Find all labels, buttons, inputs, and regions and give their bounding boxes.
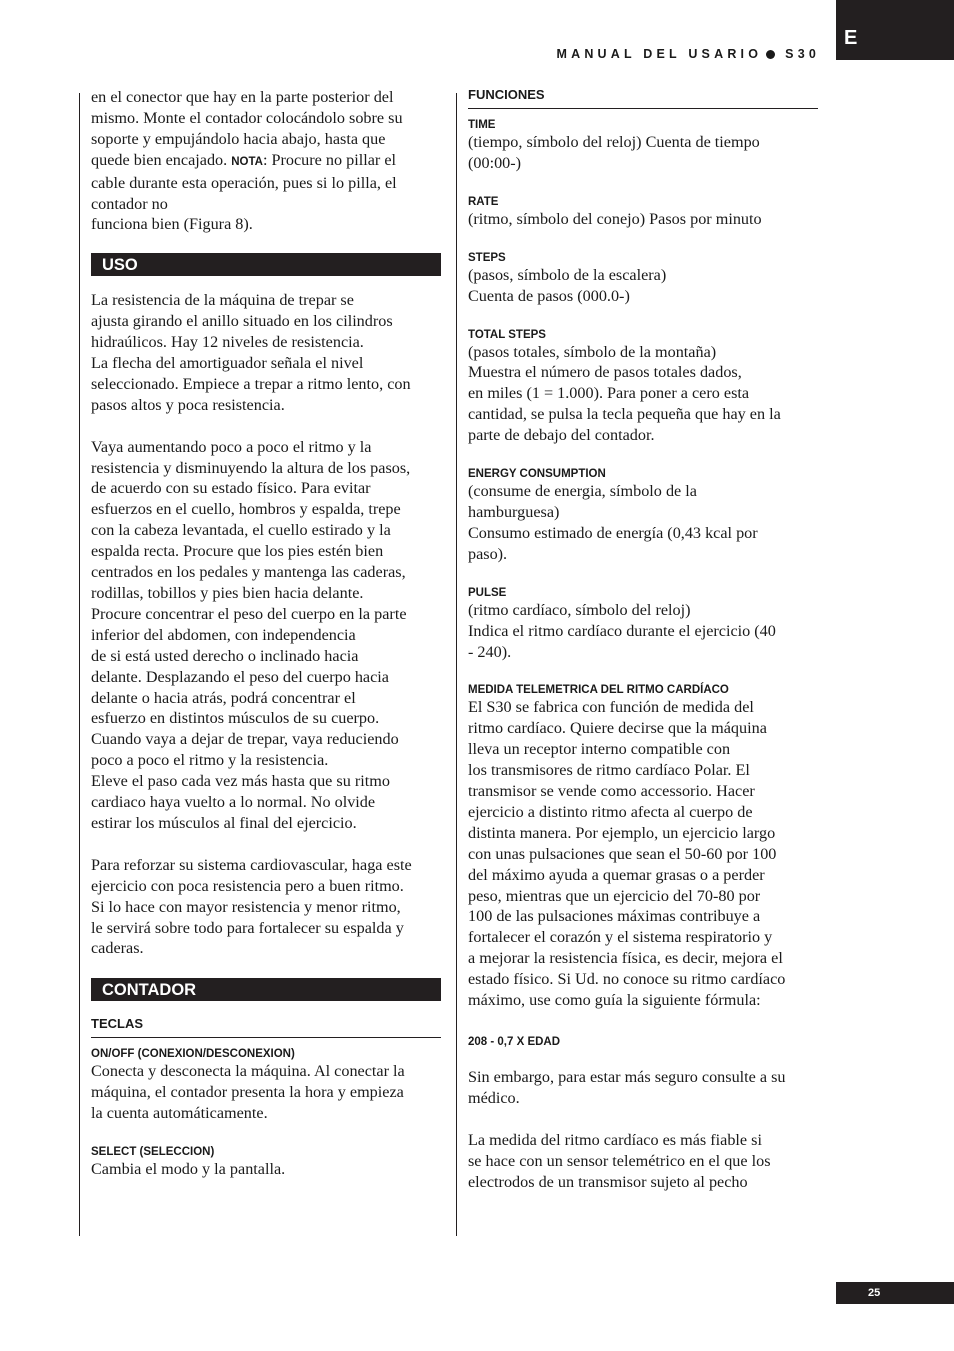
- energy-label: ENERGY CONSUMPTION: [468, 468, 606, 481]
- onoff-label: ON/OFF (CONEXION/DESCONEXION): [91, 1048, 295, 1061]
- uso-paragraph-1: La resistencia de la máquina de trepar se ajusta girando el anillo situado en los cilindros hidraúlicos. Hay 12 niveles de resistencia. La flecha del amortiguador señala el nivel seleccionado. Empiece a trepar a ritmo lento, con pasos altos y poca resistencia.: [91, 291, 411, 414]
- energy-description: (consume de energia, símbolo de la hamburguesa) Consumo estimado de energía (0,43 kcal por paso).: [468, 482, 758, 563]
- rate-description: (ritmo, símbolo del conejo) Pasos por minuto: [468, 209, 762, 228]
- heart-rate-formula: 208 - 0,7 X EDAD: [468, 1036, 561, 1048]
- running-header: [556, 46, 820, 62]
- uso-paragraph-3: Para reforzar su sistema cardiovascular, haga este ejercicio con poca resistencia pero a buen ritmo. Si lo hace con mayor resistencia y menor ritmo, le servirá sobre todo para fortalecer su espalda y caderas.: [91, 855, 412, 958]
- total-steps-description: (pasos totales, símbolo de la montaña) Muestra el número de pasos totales dados, en miles (1 = 1.000). Para poner a cero esta cantidad, se pulsa la tecla pequeña que hay en la parte de debajo del contador.: [468, 342, 781, 445]
- onoff-description: Conecta y desconecta la máquina. Al conectar la máquina, el contador presenta la hora y empieza la cuenta automáticamente.: [91, 1062, 405, 1123]
- model-name: S30: [785, 47, 820, 61]
- note-label: NOTA: [231, 155, 263, 168]
- intro-text: en el conector que hay en la parte posterior del mismo. Monte el contador colocándolo sobre su soporte y empujándolo hacia abajo, hasta que quede bien encajado.: [91, 88, 403, 169]
- select-label: SELECT (SELECCION): [91, 1146, 215, 1159]
- doctor-advice: Sin embargo, para estar más seguro consulte a su médico.: [468, 1068, 786, 1107]
- section-title-contador: CONTADOR: [91, 978, 441, 1001]
- telemetry-label: MEDIDA TELEMETRICA DEL RITMO CARDÍACO: [468, 684, 729, 697]
- section-title-uso: USO: [91, 253, 441, 276]
- intro-text-continued: : Procure no pillar el cable durante esta operación, pues si lo pilla, el contador no funciona bien (Figura 8).: [91, 150, 397, 234]
- intro-paragraph: [91, 87, 441, 235]
- right-column: [468, 87, 818, 1192]
- select-description: Cambia el modo y la pantalla.: [91, 1160, 286, 1179]
- rate-label: RATE: [468, 195, 499, 208]
- time-description: (tiempo, símbolo del reloj) Cuenta de tiempo (00:00-): [468, 133, 760, 172]
- pulse-label: PULSE: [468, 586, 507, 599]
- column-divider-rule: [456, 93, 457, 1236]
- time-label: TIME: [468, 119, 496, 131]
- functions-heading: FUNCIONES: [468, 87, 818, 109]
- total-steps-label: TOTAL STEPS: [468, 328, 546, 341]
- page-number: 25: [868, 1287, 881, 1299]
- left-column: [91, 87, 441, 1180]
- pulse-description: (ritmo cardíaco, símbolo del reloj) Indica el ritmo cardíaco durante el ejercicio (40 - 240).: [468, 600, 776, 661]
- steps-label: STEPS: [468, 251, 506, 264]
- language-tab-label: E: [844, 27, 858, 49]
- manual-title: MANUAL DEL USARIO: [556, 47, 763, 61]
- telemetry-description: El S30 se fabrica con función de medida del ritmo cardíaco. Quiere decirse que la máquina lleva un receptor interno compatible con los transmisores de ritmo cardíaco Polar. El transmisor se vende como accessorio. Hacer ejercicio a distinto ritmo afecta al cuerpo de distinta manera. Por ejemplo, un ejercicio largo con unas pulsaciones que sean el 50-60 por 100 del máximo ayuda a quemar grasas o a perder peso, mientras que un ejercicio del 70-80 por 100 de las pulsaciones máximas contribuye a fortalecer el corazón y el sistema respiratorio y a mejorar la resistencia física, es decir, mejora el estado físico. Si Ud. no conoce su ritmo cardíaco máximo, use como guía la siguiente fórmula:: [468, 698, 786, 1010]
- sensor-paragraph: La medida del ritmo cardíaco es más fiable si se hace con un sensor telemétrico en el que los electrodos de un transmisor sujeto al pecho: [468, 1130, 771, 1191]
- bullet-dot-icon: [766, 50, 775, 59]
- uso-paragraph-2: Vaya aumentando poco a poco el ritmo y la resistencia y disminuyendo la altura de los pasos, de acuerdo con su estado físico. Para evitar esfuerzos en el cuello, hombros y espalda, trepe con la cabeza levantada, el cuello estirado y la espalda recta. Procure que los pies estén bien centrados en los pedales y mantenga las caderas, rodillas, tobillos y pies bien hacia delante. Procure concentrar el peso del cuerpo en la parte inferior del abdomen, con independencia de si está usted derecho o inclinado hacia delante. Desplazando el peso del cuerpo hacia delante o hacia atrás, podrá concentrar el esfuerzo en distintos músculos de su cuerpo. Cuando vaya a dejar de trepar, vaya reduciendo poco a poco el ritmo y la resistencia. Eleve el paso cada vez más hasta que su ritmo cardiaco haya vuelto a lo normal. No olvide estirar los músculos al final del ejercicio.: [91, 437, 411, 832]
- page-number-tab: [836, 1282, 954, 1304]
- left-margin-rule: [79, 93, 80, 1236]
- steps-description: (pasos, símbolo de la escalera) Cuenta de pasos (000.0-): [468, 265, 667, 305]
- language-tab: [836, 0, 954, 60]
- keys-heading: TECLAS: [91, 1016, 441, 1038]
